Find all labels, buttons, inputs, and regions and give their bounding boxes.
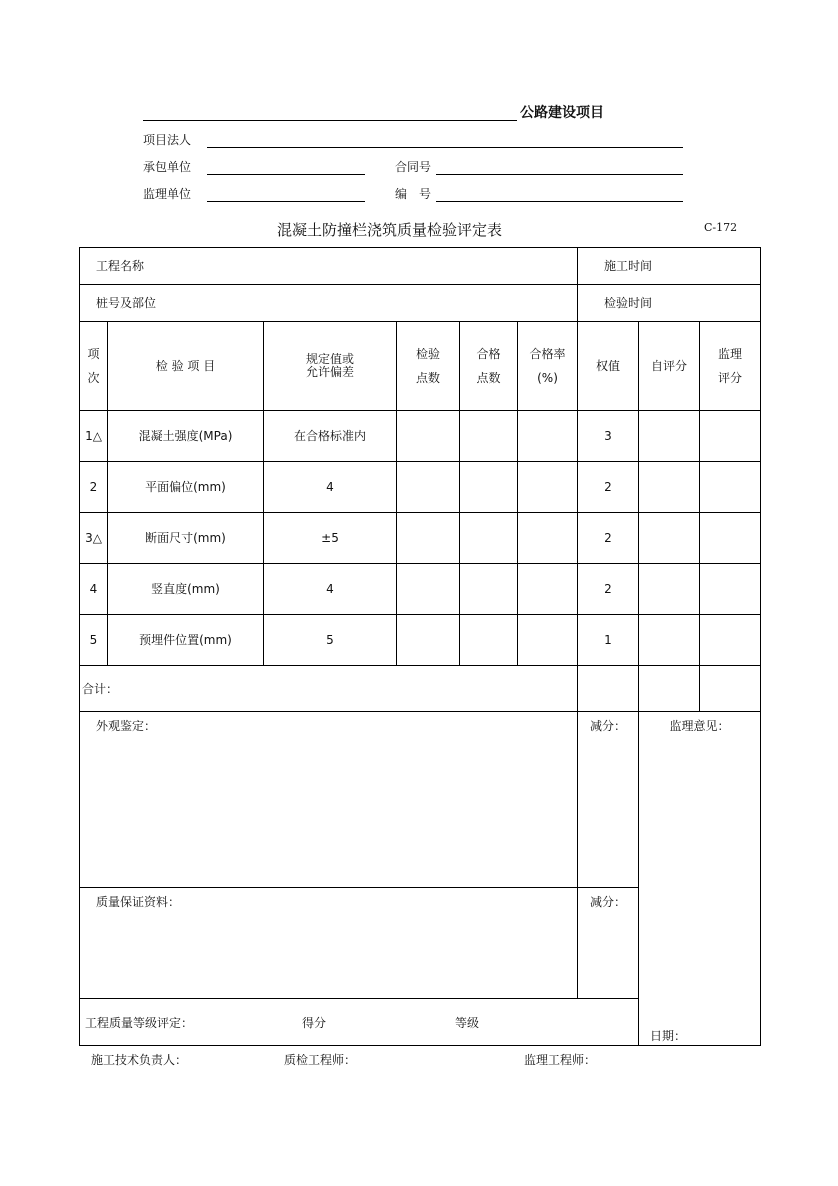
row-2-self-score-cell[interactable] [638, 461, 700, 513]
row-1-rate-cell[interactable] [517, 410, 578, 462]
col-seq-line2: 次 [87, 371, 100, 385]
score-label: 得分 [302, 1016, 327, 1030]
supervisor-label: 监理单位 [143, 187, 192, 201]
row-5-points-cell[interactable] [396, 614, 460, 666]
row-1-item-cell [107, 410, 264, 462]
contract-no-blank[interactable] [436, 174, 683, 175]
row-5-item-cell [107, 614, 264, 666]
col-passed-line1: 合格 [476, 347, 501, 361]
row-4-points-cell[interactable] [396, 563, 460, 615]
row-2-seq-cell [79, 461, 108, 513]
total-label: 合计： [82, 681, 119, 696]
row-weight: 2 [604, 480, 612, 494]
col-passed-line2: 点数 [476, 371, 501, 385]
row-5-weight-cell [577, 614, 639, 666]
row-4-weight-cell [577, 563, 639, 615]
supervisor-blank[interactable] [207, 201, 365, 202]
appearance-cell[interactable] [79, 711, 578, 888]
col-rate-line2: (%) [537, 371, 558, 385]
row-spec: 在合格标准内 [293, 429, 366, 443]
row-1-weight-cell [577, 410, 639, 462]
row-2-spec-cell [263, 461, 397, 513]
row-1-self-score-cell[interactable] [638, 410, 700, 462]
row-5-seq-cell [79, 614, 108, 666]
col-rate-line1: 合格率 [529, 347, 566, 361]
total-supervisor-score-cell[interactable] [699, 665, 761, 712]
col-header-seq [79, 321, 108, 411]
project-name-blank[interactable] [143, 120, 517, 121]
row-4-self-score-cell[interactable] [638, 563, 700, 615]
col-item-label: 检 验 项 目 [155, 359, 216, 373]
row-2-item-cell [107, 461, 264, 513]
row-1-supervisor-score-cell[interactable] [699, 410, 761, 462]
row-1-spec-cell [263, 410, 397, 462]
total-weight-cell[interactable] [577, 665, 639, 712]
number-label: 编 号 [395, 187, 432, 201]
row-3-supervisor-score-cell[interactable] [699, 512, 761, 564]
row-5-passed-cell[interactable] [459, 614, 518, 666]
row-1-passed-cell[interactable] [459, 410, 518, 462]
project-name-cell[interactable] [79, 247, 578, 285]
row-3-self-score-cell[interactable] [638, 512, 700, 564]
row-seq: 1△ [85, 429, 102, 443]
row-spec: 5 [326, 633, 334, 647]
appearance-label: 外观鉴定： [96, 719, 157, 733]
row-4-passed-cell[interactable] [459, 563, 518, 615]
station-label: 桩号及部位 [96, 296, 157, 310]
row-item: 竖直度(mm) [151, 582, 220, 596]
row-weight: 2 [604, 531, 612, 545]
row-seq: 5 [89, 633, 98, 647]
row-3-weight-cell [577, 512, 639, 564]
tech-lead-label: 施工技术负责人： [91, 1053, 188, 1067]
appearance-deduction-cell[interactable] [577, 711, 639, 888]
row-2-points-cell[interactable] [396, 461, 460, 513]
total-self-score-cell[interactable] [638, 665, 700, 712]
legal-person-blank[interactable] [207, 147, 683, 148]
col-header-supervisor-score [699, 321, 761, 411]
row-2-supervisor-score-cell[interactable] [699, 461, 761, 513]
row-spec: 4 [326, 582, 334, 596]
row-spec: 4 [326, 480, 334, 494]
supervising-engineer-label: 监理工程师： [524, 1053, 597, 1067]
row-1-seq-cell [79, 410, 108, 462]
date-label: 日期： [650, 1029, 687, 1043]
row-5-self-score-cell[interactable] [638, 614, 700, 666]
row-seq: 4 [89, 582, 98, 596]
col-spec-line1: 规定值或 [305, 352, 354, 366]
row-3-spec-cell [263, 512, 397, 564]
inspection-time-label: 检验时间 [604, 296, 653, 310]
row-4-spec-cell [263, 563, 397, 615]
total-cell [79, 665, 578, 712]
appearance-deduction-label: 减分： [590, 719, 627, 733]
col-points-line2: 点数 [415, 371, 440, 385]
inspection-time-cell[interactable] [577, 284, 761, 322]
grade-label: 等级 [455, 1016, 480, 1030]
row-weight: 2 [604, 582, 612, 596]
form-title: 混凝土防撞栏浇筑质量检验评定表 [277, 221, 503, 239]
col-weight-label: 权值 [595, 359, 620, 373]
quality-docs-deduction-cell[interactable] [577, 887, 639, 999]
row-4-supervisor-score-cell[interactable] [699, 563, 761, 615]
col-header-weight [577, 321, 639, 411]
project-suffix: 公路建设项目 [520, 105, 604, 121]
col-sup-line1: 监理 [717, 347, 742, 361]
qc-engineer-label: 质检工程师： [284, 1053, 357, 1067]
quality-docs-label: 质量保证资料： [96, 895, 181, 909]
col-header-self-score [638, 321, 700, 411]
station-cell[interactable] [79, 284, 578, 322]
row-5-spec-cell [263, 614, 397, 666]
row-4-item-cell [107, 563, 264, 615]
construction-time-label: 施工时间 [604, 259, 653, 273]
row-item: 平面偏位(mm) [145, 480, 226, 494]
row-5-rate-cell[interactable] [517, 614, 578, 666]
col-seq-line1: 项 [87, 347, 100, 361]
supervisor-opinion-label: 监理意见： [669, 719, 730, 733]
legal-person-label: 项目法人 [143, 133, 192, 147]
contract-no-label: 合同号 [395, 160, 432, 174]
row-seq: 2 [89, 480, 98, 494]
row-weight: 3 [604, 429, 612, 443]
row-weight: 1 [604, 633, 612, 647]
row-seq: 3△ [85, 531, 102, 545]
col-spec-line2: 允许偏差 [305, 365, 354, 379]
col-points-line1: 检验 [415, 347, 440, 361]
contractor-label: 承包单位 [143, 160, 192, 174]
row-item: 预埋件位置(mm) [139, 633, 232, 647]
quality-docs-cell[interactable] [79, 887, 578, 999]
row-1-points-cell[interactable] [396, 410, 460, 462]
row-3-points-cell[interactable] [396, 512, 460, 564]
construction-time-cell[interactable] [577, 247, 761, 285]
grade-eval-label: 工程质量等级评定： [85, 1016, 194, 1030]
row-5-supervisor-score-cell[interactable] [699, 614, 761, 666]
row-3-passed-cell[interactable] [459, 512, 518, 564]
col-header-spec [263, 321, 397, 411]
contractor-blank[interactable] [207, 174, 365, 175]
col-sup-line2: 评分 [717, 371, 742, 385]
col-header-passed [459, 321, 518, 411]
row-2-weight-cell [577, 461, 639, 513]
row-item: 断面尺寸(mm) [145, 531, 226, 545]
row-3-item-cell [107, 512, 264, 564]
form-code: C-172 [704, 221, 738, 234]
row-4-seq-cell [79, 563, 108, 615]
col-header-rate [517, 321, 578, 411]
col-header-points [396, 321, 460, 411]
row-2-passed-cell[interactable] [459, 461, 518, 513]
project-name-label: 工程名称 [96, 259, 145, 273]
col-self-score-label: 自评分 [650, 359, 687, 373]
row-item: 混凝土强度(MPa) [138, 429, 233, 443]
number-blank[interactable] [436, 201, 683, 202]
col-header-item [107, 321, 264, 411]
row-3-seq-cell [79, 512, 108, 564]
row-3-rate-cell[interactable] [517, 512, 578, 564]
row-4-rate-cell[interactable] [517, 563, 578, 615]
quality-docs-deduction-label: 减分： [590, 895, 627, 909]
row-spec: ±5 [321, 531, 339, 545]
row-2-rate-cell[interactable] [517, 461, 578, 513]
supervisor-opinion-cell[interactable] [638, 711, 761, 1046]
